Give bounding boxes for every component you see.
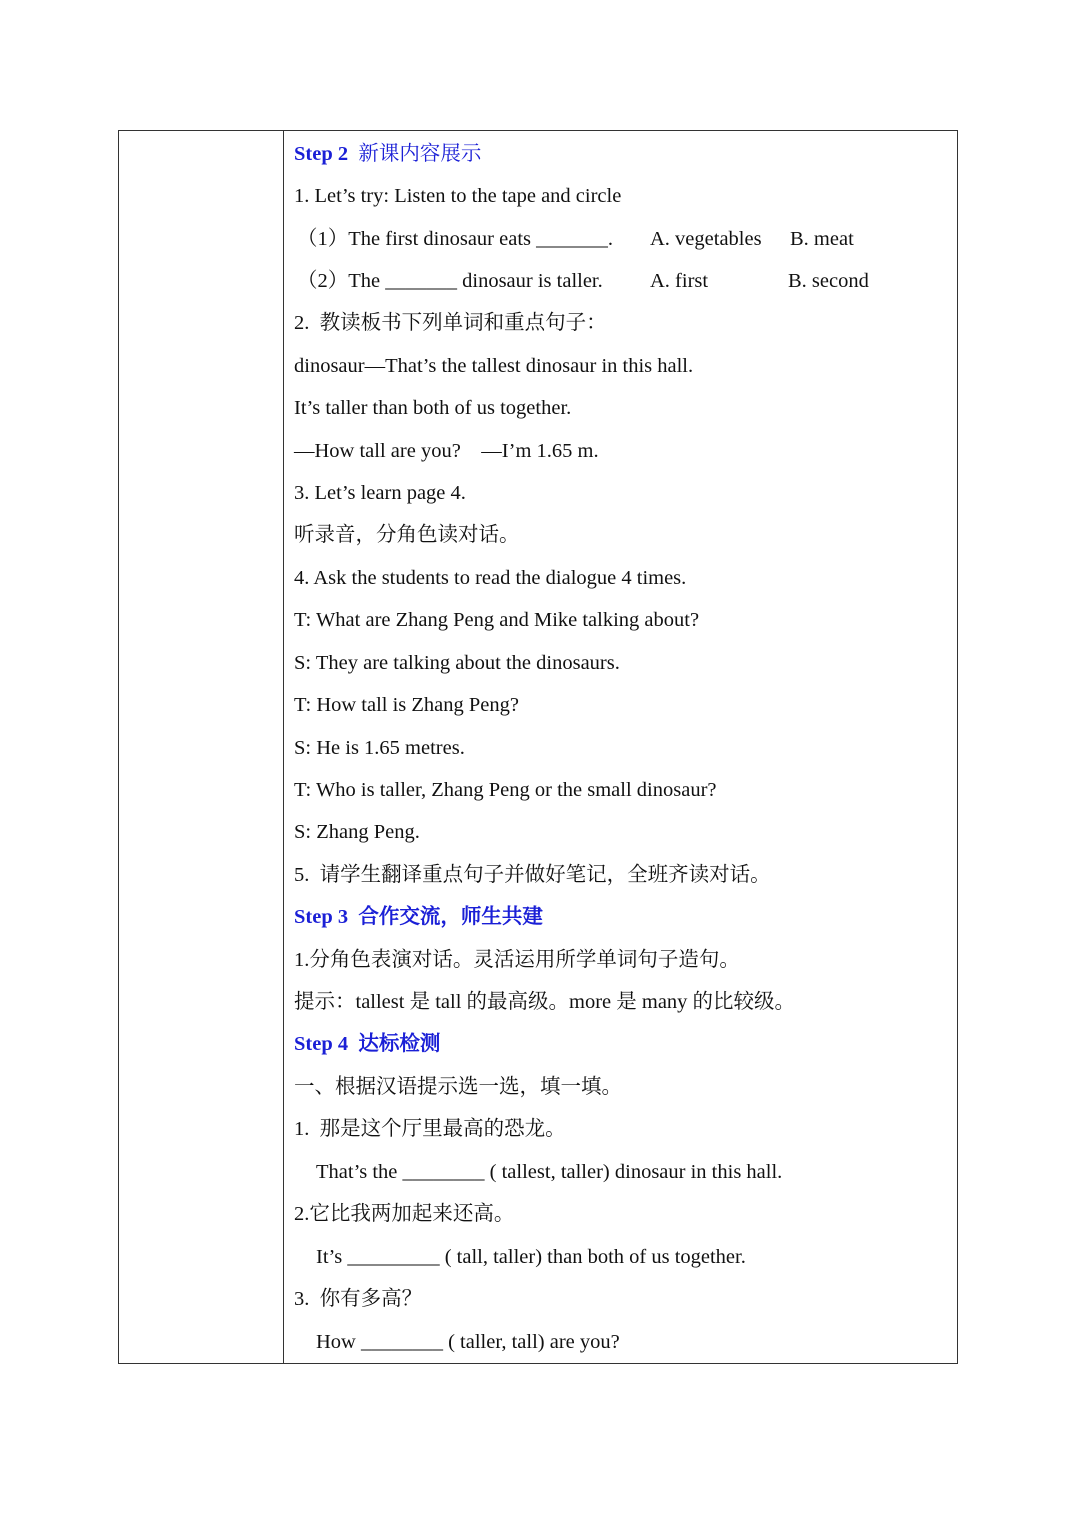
- step2-q2-text: （2）The _______ dinosaur is taller.: [297, 270, 603, 292]
- step2-item2-line3: —How tall are you? —I’m 1.65 m.: [294, 440, 599, 462]
- step2-item5: 5. 请学生翻译重点句子并做好笔记，全班齐读对话。: [294, 864, 771, 886]
- lesson-table: [118, 130, 958, 1364]
- step2-q1-text: （1）The first dinosaur eats _______.: [297, 228, 613, 250]
- step4-q2-english: It’s _________ ( tall, taller) than both of us together.: [316, 1246, 746, 1268]
- dialogue-line: T: Who is taller, Zhang Peng or the small dinosaur?: [294, 779, 717, 801]
- step2-q2-option-b: B. second: [788, 270, 869, 292]
- content-cell: [294, 131, 947, 1363]
- dialogue-line: T: What are Zhang Peng and Mike talking about?: [294, 609, 700, 631]
- step3-hint: 提示：tallest 是 tall 的最高级。more 是 many 的比较级。: [294, 991, 796, 1013]
- step3-item1: 1.分角色表演对话。灵活运用所学单词句子造句。: [294, 949, 740, 971]
- step2-item1: 1. Let’s try: Listen to the tape and circle: [294, 185, 622, 207]
- dialogue-line: S: Zhang Peng.: [294, 821, 420, 843]
- step4-q3-english: How ________ ( taller, tall) are you?: [316, 1331, 620, 1353]
- step2-item3-line1: 听录音，分角色读对话。: [294, 524, 520, 546]
- step2-item4: 4. Ask the students to read the dialogue 4 times.: [294, 567, 687, 589]
- step4-title: 达标检测: [358, 1033, 441, 1055]
- dialogue-line: T: How tall is Zhang Peng?: [294, 694, 520, 716]
- step3-label: Step 3: [294, 906, 349, 928]
- step4-heading: [294, 1031, 440, 1057]
- step2-item2-line2: It’s taller than both of us together.: [294, 397, 572, 419]
- step4-q3-chinese: 3. 你有多高？: [294, 1288, 423, 1310]
- left-column-cell: [119, 131, 284, 1363]
- step2-label: Step 2: [294, 143, 349, 165]
- step2-q1-option-b: B. meat: [790, 228, 854, 250]
- step4-section: 一、根据汉语提示选一选，填一填。: [294, 1076, 622, 1098]
- step2-heading: [294, 141, 481, 167]
- dialogue-line: S: They are talking about the dinosaurs.: [294, 652, 620, 674]
- step4-q2-chinese: 2.它比我两加起来还高。: [294, 1203, 515, 1225]
- dialogue-line: S: He is 1.65 metres.: [294, 737, 465, 759]
- step2-q1-option-a: A. vegetables: [650, 228, 762, 250]
- step2-q2-option-a: A. first: [650, 270, 709, 292]
- step4-q1-english: That’s the ________ ( tallest, taller) dinosaur in this hall.: [316, 1161, 783, 1183]
- step3-heading: [294, 904, 543, 930]
- step3-title: 合作交流，师生共建: [358, 906, 543, 928]
- step4-label: Step 4: [294, 1033, 349, 1055]
- step4-q1-chinese: 1. 那是这个厅里最高的恐龙。: [294, 1118, 566, 1140]
- step2-item2-line1: dinosaur—That’s the tallest dinosaur in this hall.: [294, 355, 694, 377]
- step2-item2: 2. 教读板书下列单词和重点句子：: [294, 312, 607, 334]
- step2-item3: 3. Let’s learn page 4.: [294, 482, 466, 504]
- step2-title: 新课内容展示: [358, 143, 482, 165]
